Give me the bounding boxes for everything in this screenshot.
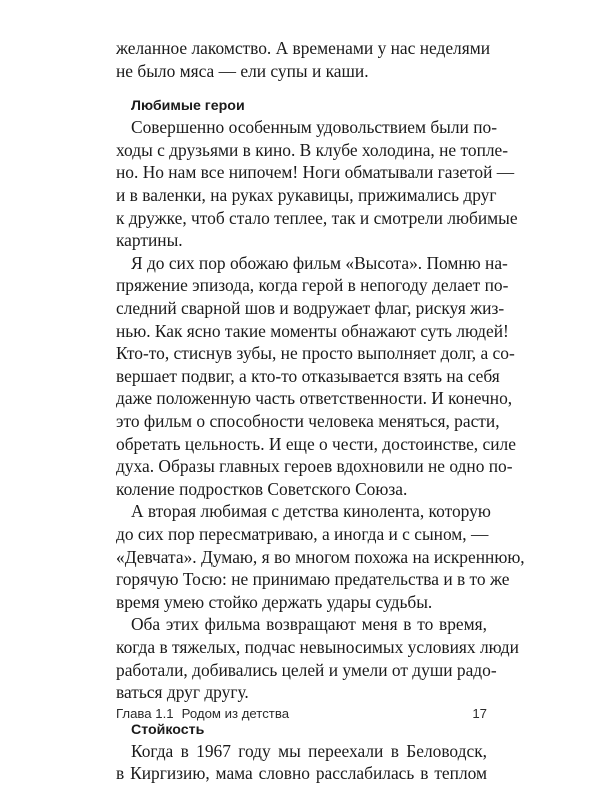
text-line: до сих пор пересматриваю, а иногда и с сыном, — xyxy=(116,524,489,544)
chapter-title: Родом из детства xyxy=(181,706,290,721)
text-line: пряжение эпизода, когда герой в непогоду делает по- xyxy=(116,275,509,296)
chapter-number: Глава 1.1 xyxy=(116,706,174,721)
text-line: обретать цельность. И еще о чести, достоинстве, силе xyxy=(116,433,516,454)
text-line: к дружке, чтоб стало теплее, так и смотрели любимые xyxy=(116,207,518,228)
text-line: А вторая любимая с детства кинолента, которую xyxy=(131,501,491,522)
text-line: не было мяса — ели супы и каши. xyxy=(116,60,369,81)
text-line: желанное лакомство. А временами у нас неделями xyxy=(116,38,491,58)
text-line: следний сварной шов и водружает флаг, рискуя жиз- xyxy=(116,298,505,318)
text-line: Кто-то, стиснув зубы, не просто выполняет долг, а со- xyxy=(116,343,515,364)
text-line: «Девчата». Думаю, я во многом похожа на искреннюю, xyxy=(116,546,525,567)
text-line: даже положенную часть ответственности. И конечно, xyxy=(116,388,513,409)
running-footer xyxy=(116,705,289,723)
page-number: 17 xyxy=(472,706,487,721)
text-line: Когда в 1967 году мы переехали в Беловодск, xyxy=(131,740,487,761)
text-line: вершает подвиг, а кто-то отказывается взять на себя xyxy=(116,365,500,386)
text-line: работали, добивались целей и умели от души радо- xyxy=(116,659,497,680)
text-line: Я до сих пор обожаю фильм «Высота». Помню на- xyxy=(131,252,508,273)
section-heading: Любимые герои xyxy=(131,98,245,115)
text-line: но. Но нам все нипочем! Ноги обматывали газетой — xyxy=(116,162,515,183)
text-line: ходы с друзьями в кино. В клубе холодина, не топле- xyxy=(116,139,509,160)
text-line: и в валенки, на руках рукавицы, прижимались друг xyxy=(116,185,497,205)
text-line: Совершенно особенным удовольствием были по- xyxy=(131,117,497,138)
text-line: в Киргизию, мама словно расслабилась в теплом xyxy=(116,763,487,784)
text-line: ваться друг другу. xyxy=(116,682,249,703)
text-line: время умею стойко держать удары судьбы. xyxy=(116,591,433,612)
text-line: духа. Образы главных героев вдохновили не одно по- xyxy=(116,456,513,477)
text-line: картины. xyxy=(116,230,183,251)
text-line: коление подростков Советского Союза. xyxy=(116,478,408,499)
text-line: Оба этих фильма возвращают меня в то время, xyxy=(131,614,487,635)
text-line: это фильм о способности человека меняться, расти, xyxy=(116,411,500,431)
section-heading: Стойкость xyxy=(131,721,205,738)
text-line: нью. Как ясно такие моменты обнажают суть людей! xyxy=(116,320,509,341)
text-line: горячую Тосю: не принимаю предательства и в то же xyxy=(116,569,510,590)
text-line: когда в тяжелых, подчас невыносимых условиях люди xyxy=(116,637,519,657)
